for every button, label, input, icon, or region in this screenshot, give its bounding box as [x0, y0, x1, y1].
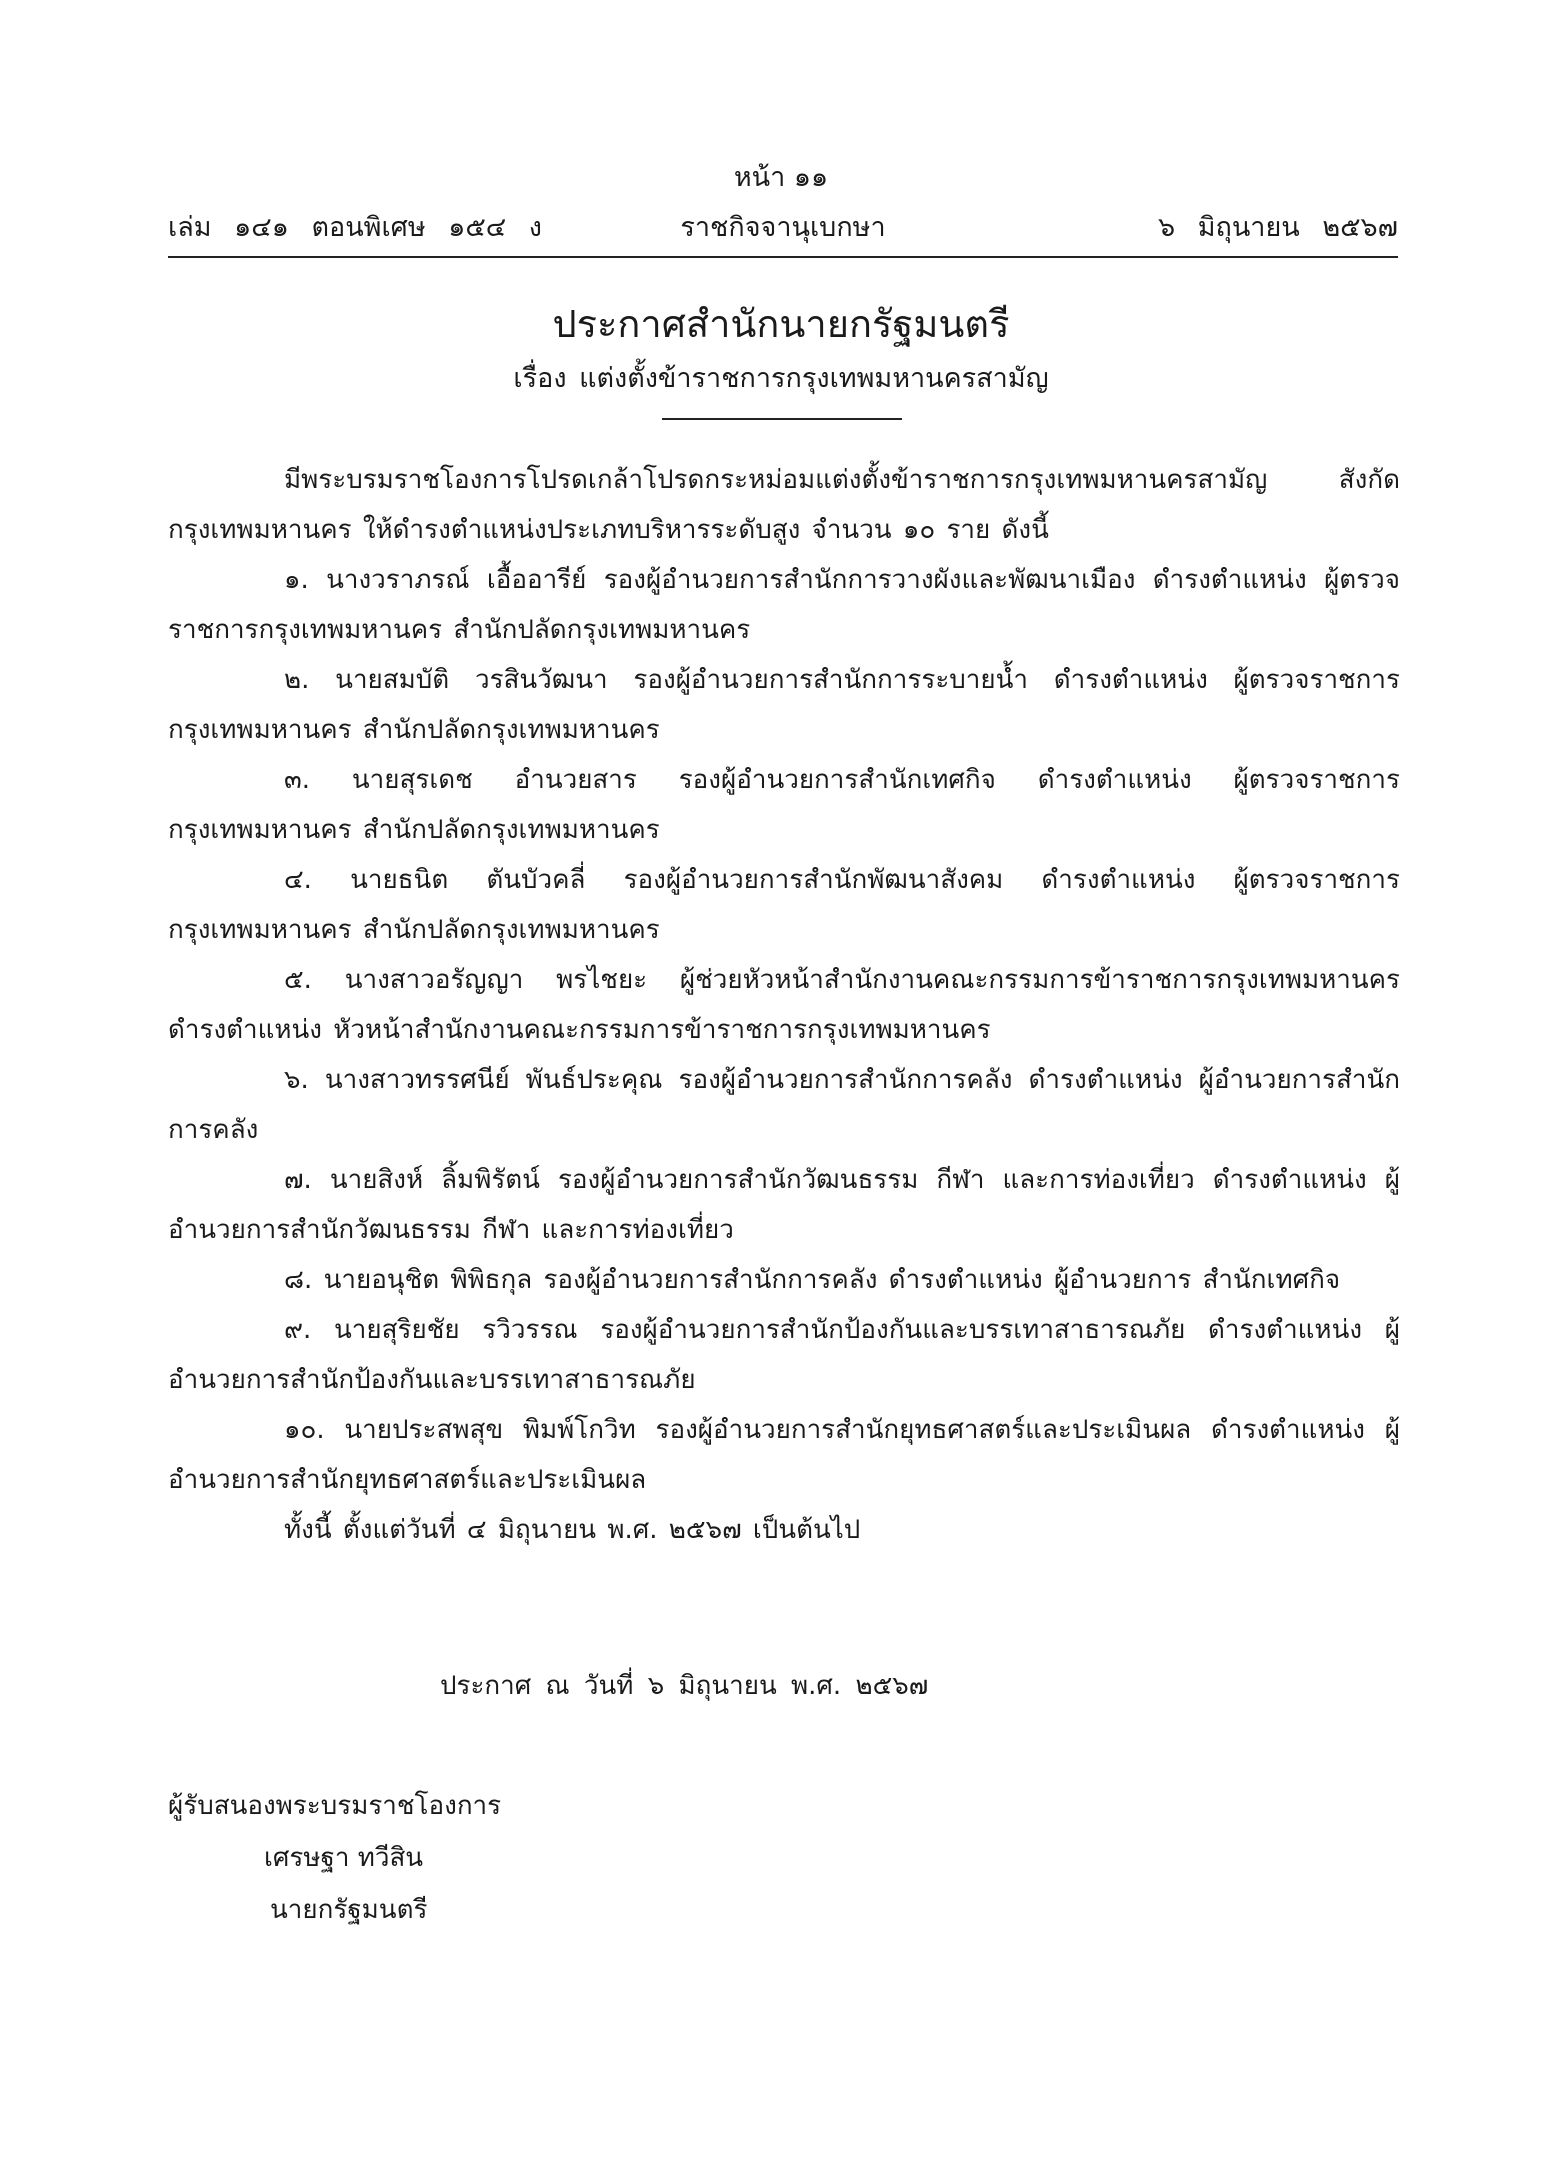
appointment-item-5: ๕. นางสาวอรัญญา พรไชยะ ผู้ช่วยหัวหน้าสำนักงานคณะกรรมการข้าราชการกรุงเทพมหานคร ดำรงตำแหน่ง หัวหน้าสำนักงานคณะกรรมการข้าราชการกรุงเทพมหานคร	[168, 965, 1400, 1045]
header-divider	[168, 256, 1398, 258]
countersign-label: ผู้รับสนองพระบรมราชโองการ	[168, 1791, 502, 1821]
appointment-item-8: ๘. นายอนุชิต พิพิธกุล รองผู้อำนวยการสำนักการคลัง ดำรงตำแหน่ง ผู้อำนวยการ สำนักเทศกิจ	[284, 1265, 1341, 1295]
appointment-item-7: ๗. นายสิงห์ ลิ้มพิรัตน์ รองผู้อำนวยการสำนักวัฒนธรรม กีฬา และการท่องเที่ยว ดำรงตำแหน่ง ผู้อำนวยการสำนักวัฒนธรรม กีฬา และการท่องเที่ยว	[168, 1165, 1400, 1245]
announcement-title: ประกาศสำนักนายกรัฐมนตรี	[552, 302, 1010, 346]
appointment-item-10: ๑๐. นายประสพสุข พิมพ์โกวิท รองผู้อำนวยการสำนักยุทธศาสตร์และประเมินผล ดำรงตำแหน่ง ผู้อำนวยการสำนักยุทธศาสตร์และประเมินผล	[168, 1415, 1400, 1495]
appointment-item-4: ๔. นายธนิต ตันบัวคลี่ รองผู้อำนวยการสำนักพัฒนาสังคม ดำรงตำแหน่ง ผู้ตรวจราชการ กรุงเทพมหานคร สำนักปลัดกรุงเทพมหานคร	[168, 865, 1400, 945]
header-publication: ราชกิจจานุเบกษา	[680, 212, 886, 243]
gazette-header	[168, 206, 1398, 250]
announcement-date: ประกาศ ณ วันที่ ๖ มิถุนายน พ.ศ. ๒๕๖๗	[440, 1671, 929, 1701]
appointment-item-9: ๙. นายสุริยชัย รวิวรรณ รองผู้อำนวยการสำนักป้องกันและบรรเทาสาธารณภัย ดำรงตำแหน่ง ผู้อำนวยการสำนักป้องกันและบรรเทาสาธารณภัย	[168, 1315, 1400, 1395]
subject-divider	[662, 418, 902, 420]
countersign-position: นายกรัฐมนตรี	[270, 1895, 428, 1925]
appointment-item-2: ๒. นายสมบัติ วรสินวัฒนา รองผู้อำนวยการสำนักการระบายน้ำ ดำรงตำแหน่ง ผู้ตรวจราชการกรุงเทพมหานคร สำนักปลัดกรุงเทพมหานคร	[168, 665, 1400, 745]
appointment-item-3: ๓. นายสุรเดช อำนวยสาร รองผู้อำนวยการสำนักเทศกิจ ดำรงตำแหน่ง ผู้ตรวจราชการ กรุงเทพมหานคร สำนักปลัดกรุงเทพมหานคร	[168, 765, 1400, 845]
appointment-item-6: ๖. นางสาวทรรศนีย์ พันธ์ประคุณ รองผู้อำนวยการสำนักการคลัง ดำรงตำแหน่ง ผู้อำนวยการสำนักการคลัง	[168, 1065, 1400, 1145]
intro-paragraph: มีพระบรมราชโองการโปรดเกล้าโปรดกระหม่อมแต่งตั้งข้าราชการกรุงเทพมหานครสามัญ สังกัดกรุงเทพมหานคร ให้ดำรงตำแหน่งประเภทบริหารระดับสูง จำนวน ๑๐ ราย ดังนี้	[168, 465, 1400, 545]
header-date: ๖ มิถุนายน ๒๕๖๗	[1157, 212, 1398, 243]
page-number: หน้า ๑๑	[733, 162, 829, 193]
appointment-item-1: ๑. นางวราภรณ์ เอื้ออารีย์ รองผู้อำนวยการสำนักการวางผังและพัฒนาเมือง ดำรงตำแหน่ง ผู้ตรวจราชการกรุงเทพมหานคร สำนักปลัดกรุงเทพมหานคร	[168, 565, 1400, 645]
countersign-name: เศรษฐา ทวีสิน	[264, 1843, 424, 1873]
countersignature-block	[168, 1780, 501, 1936]
header-volume: เล่ม ๑๔๑ ตอนพิเศษ ๑๕๔ ง	[168, 212, 542, 243]
announcement-subject: เรื่อง แต่งตั้งข้าราชการกรุงเทพมหานครสามัญ	[513, 363, 1049, 394]
effective-date-paragraph: ทั้งนี้ ตั้งแต่วันที่ ๔ มิถุนายน พ.ศ. ๒๕๖๗ เป็นต้นไป	[284, 1515, 861, 1545]
announcement-body	[168, 455, 1400, 1555]
